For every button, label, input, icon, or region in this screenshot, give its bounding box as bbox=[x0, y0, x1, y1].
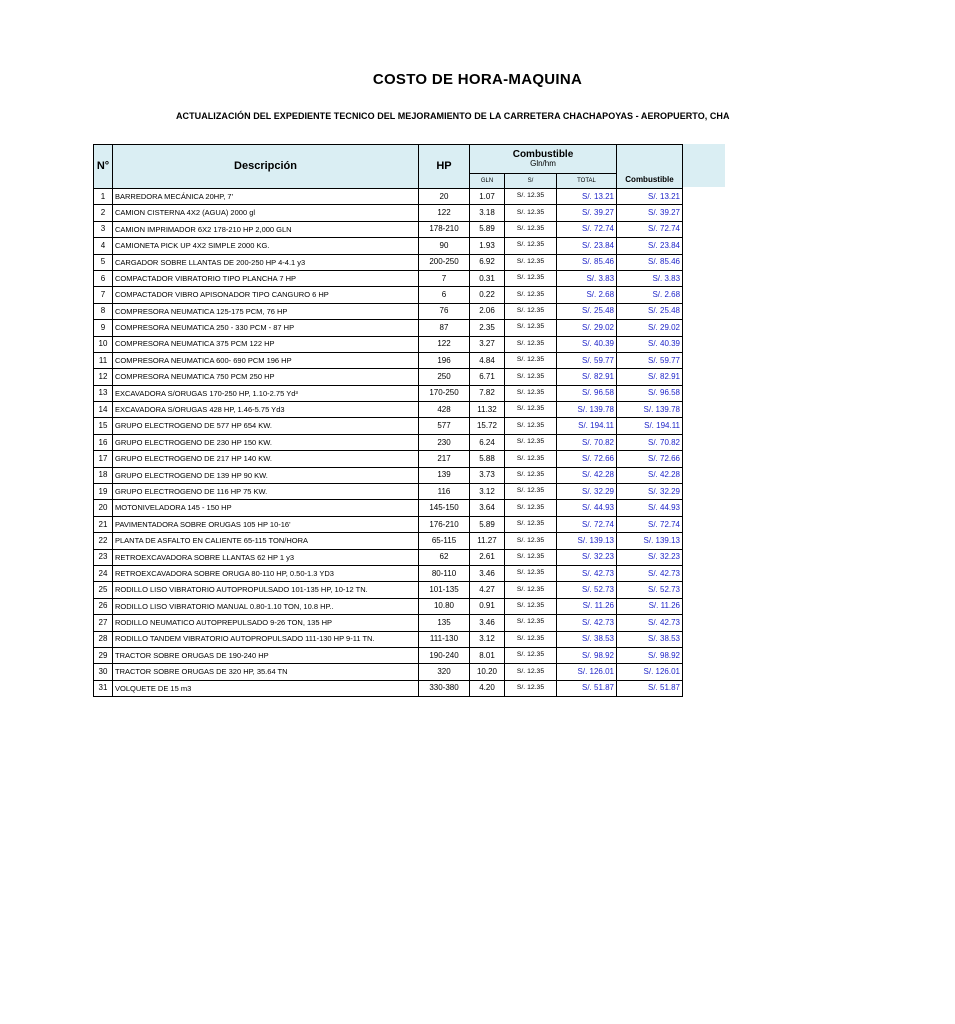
machine-cost-table bbox=[93, 144, 681, 727]
row-number: 4 bbox=[94, 238, 113, 254]
table-row bbox=[94, 467, 683, 483]
table-row bbox=[94, 352, 683, 368]
row-number: 3 bbox=[94, 221, 113, 237]
row-hp: 176-210 bbox=[419, 516, 470, 532]
row-description: COMPRESORA NEUMATICA 375 PCM 122 HP bbox=[113, 336, 419, 352]
row-hp: 217 bbox=[419, 451, 470, 467]
row-description: RETROEXCAVADORA SOBRE ORUGA 80-110 HP, 0.50-1.3 YD3 bbox=[113, 565, 419, 581]
row-description: GRUPO ELECTROGENO DE 139 HP 90 KW. bbox=[113, 467, 419, 483]
row-combustible: S/. 72.74 bbox=[617, 221, 683, 237]
row-gln: 4.27 bbox=[470, 582, 505, 598]
row-fuel-price: S/. 12.35 bbox=[505, 533, 557, 549]
row-combustible: S/. 42.73 bbox=[617, 615, 683, 631]
row-gln: 4.20 bbox=[470, 680, 505, 696]
row-combustible: S/. 98.92 bbox=[617, 647, 683, 663]
table-row bbox=[94, 270, 683, 286]
row-hp: 145-150 bbox=[419, 500, 470, 516]
row-total: S/. 42.28 bbox=[557, 467, 617, 483]
row-fuel-price: S/. 12.35 bbox=[505, 484, 557, 500]
row-total: S/. 13.21 bbox=[557, 189, 617, 205]
row-gln: 11.27 bbox=[470, 533, 505, 549]
row-description: CAMION CISTERNA 4X2 (AGUA) 2000 gl bbox=[113, 205, 419, 221]
row-total: S/. 72.74 bbox=[557, 221, 617, 237]
table-row bbox=[94, 615, 683, 631]
row-hp: 428 bbox=[419, 402, 470, 418]
row-combustible: S/. 39.27 bbox=[617, 205, 683, 221]
table-row bbox=[94, 385, 683, 401]
row-combustible: S/. 2.68 bbox=[617, 287, 683, 303]
row-gln: 3.12 bbox=[470, 631, 505, 647]
row-combustible: S/. 51.87 bbox=[617, 680, 683, 696]
row-description: COMPACTADOR VIBRATORIO TIPO PLANCHA 7 HP bbox=[113, 270, 419, 286]
header-s: S/ bbox=[505, 174, 557, 189]
row-fuel-price: S/. 12.35 bbox=[505, 631, 557, 647]
row-combustible: S/. 29.02 bbox=[617, 320, 683, 336]
row-number: 2 bbox=[94, 205, 113, 221]
table-row bbox=[94, 369, 683, 385]
row-gln: 5.89 bbox=[470, 221, 505, 237]
row-total: S/. 59.77 bbox=[557, 352, 617, 368]
row-combustible: S/. 194.11 bbox=[617, 418, 683, 434]
table-body bbox=[94, 189, 683, 697]
table-row bbox=[94, 631, 683, 647]
row-gln: 3.46 bbox=[470, 615, 505, 631]
row-combustible: S/. 52.73 bbox=[617, 582, 683, 598]
row-fuel-price: S/. 12.35 bbox=[505, 254, 557, 270]
row-hp: 62 bbox=[419, 549, 470, 565]
row-gln: 3.64 bbox=[470, 500, 505, 516]
table-row bbox=[94, 598, 683, 614]
table-row bbox=[94, 418, 683, 434]
row-combustible: S/. 11.26 bbox=[617, 598, 683, 614]
row-gln: 4.84 bbox=[470, 352, 505, 368]
row-gln: 10.20 bbox=[470, 664, 505, 680]
row-total: S/. 194.11 bbox=[557, 418, 617, 434]
row-fuel-price: S/. 12.35 bbox=[505, 369, 557, 385]
row-hp: 87 bbox=[419, 320, 470, 336]
row-number: 25 bbox=[94, 582, 113, 598]
row-combustible: S/. 82.91 bbox=[617, 369, 683, 385]
row-description: GRUPO ELECTROGENO DE 217 HP 140 KW. bbox=[113, 451, 419, 467]
row-hp: 250 bbox=[419, 369, 470, 385]
row-fuel-price: S/. 12.35 bbox=[505, 402, 557, 418]
row-total: S/. 42.73 bbox=[557, 565, 617, 581]
table-row bbox=[94, 221, 683, 237]
row-description: MOTONIVELADORA 145 - 150 HP bbox=[113, 500, 419, 516]
row-number: 14 bbox=[94, 402, 113, 418]
row-hp: 577 bbox=[419, 418, 470, 434]
row-combustible: S/. 3.83 bbox=[617, 270, 683, 286]
row-total: S/. 11.26 bbox=[557, 598, 617, 614]
row-total: S/. 29.02 bbox=[557, 320, 617, 336]
row-gln: 0.22 bbox=[470, 287, 505, 303]
row-description: CAMION IMPRIMADOR 6X2 178-210 HP 2,000 GLN bbox=[113, 221, 419, 237]
row-description: COMPRESORA NEUMATICA 600- 690 PCM 196 HP bbox=[113, 352, 419, 368]
row-number: 27 bbox=[94, 615, 113, 631]
row-number: 16 bbox=[94, 434, 113, 450]
table-row bbox=[94, 336, 683, 352]
row-number: 11 bbox=[94, 352, 113, 368]
row-gln: 1.93 bbox=[470, 238, 505, 254]
row-hp: 170-250 bbox=[419, 385, 470, 401]
table-row bbox=[94, 287, 683, 303]
row-fuel-price: S/. 12.35 bbox=[505, 516, 557, 532]
row-total: S/. 70.82 bbox=[557, 434, 617, 450]
row-hp: 20 bbox=[419, 189, 470, 205]
row-number: 23 bbox=[94, 549, 113, 565]
row-hp: 200-250 bbox=[419, 254, 470, 270]
row-description: EXCAVADORA S/ORUGAS 428 HP, 1.46-5.75 Yd3 bbox=[113, 402, 419, 418]
header-combustible-group bbox=[470, 145, 617, 174]
table-row bbox=[94, 189, 683, 205]
row-total: S/. 40.39 bbox=[557, 336, 617, 352]
row-number: 20 bbox=[94, 500, 113, 516]
row-number: 5 bbox=[94, 254, 113, 270]
row-combustible: S/. 96.58 bbox=[617, 385, 683, 401]
row-number: 17 bbox=[94, 451, 113, 467]
header-hp: HP bbox=[419, 145, 470, 189]
row-hp: 116 bbox=[419, 484, 470, 500]
row-total: S/. 72.74 bbox=[557, 516, 617, 532]
row-description: EXCAVADORA S/ORUGAS 170-250 HP, 1.10-2.75 Yd³ bbox=[113, 385, 419, 401]
row-total: S/. 85.46 bbox=[557, 254, 617, 270]
row-total: S/. 51.87 bbox=[557, 680, 617, 696]
header-total: TOTAL bbox=[557, 174, 617, 189]
row-description: RODILLO NEUMATICO AUTOPREPULSADO 9-26 TON, 135 HP bbox=[113, 615, 419, 631]
row-combustible: S/. 42.28 bbox=[617, 467, 683, 483]
row-fuel-price: S/. 12.35 bbox=[505, 647, 557, 663]
table-row bbox=[94, 320, 683, 336]
row-gln: 6.92 bbox=[470, 254, 505, 270]
row-description: RODILLO LISO VIBRATORIO AUTOPROPULSADO 101-135 HP, 10-12 TN. bbox=[113, 582, 419, 598]
row-gln: 5.88 bbox=[470, 451, 505, 467]
row-description: COMPRESORA NEUMATICA 750 PCM 250 HP bbox=[113, 369, 419, 385]
row-fuel-price: S/. 12.35 bbox=[505, 582, 557, 598]
row-hp: 196 bbox=[419, 352, 470, 368]
row-description: COMPRESORA NEUMATICA 125-175 PCM, 76 HP bbox=[113, 303, 419, 319]
row-combustible: S/. 40.39 bbox=[617, 336, 683, 352]
row-hp: 139 bbox=[419, 467, 470, 483]
row-hp: 330-380 bbox=[419, 680, 470, 696]
row-total: S/. 2.68 bbox=[557, 287, 617, 303]
table-row bbox=[94, 254, 683, 270]
row-total: S/. 42.73 bbox=[557, 615, 617, 631]
row-fuel-price: S/. 12.35 bbox=[505, 549, 557, 565]
page-title: COSTO DE HORA-MAQUINA bbox=[372, 71, 583, 88]
table-row bbox=[94, 451, 683, 467]
row-fuel-price: S/. 12.35 bbox=[505, 500, 557, 516]
row-fuel-price: S/. 12.35 bbox=[505, 418, 557, 434]
row-description: TRACTOR SOBRE ORUGAS DE 190-240 HP bbox=[113, 647, 419, 663]
row-total: S/. 52.73 bbox=[557, 582, 617, 598]
row-fuel-price: S/. 12.35 bbox=[505, 451, 557, 467]
table-row bbox=[94, 533, 683, 549]
row-description: PAVIMENTADORA SOBRE ORUGAS 105 HP 10-16' bbox=[113, 516, 419, 532]
row-number: 26 bbox=[94, 598, 113, 614]
row-fuel-price: S/. 12.35 bbox=[505, 615, 557, 631]
row-gln: 3.46 bbox=[470, 565, 505, 581]
row-combustible: S/. 72.66 bbox=[617, 451, 683, 467]
row-combustible: S/. 32.29 bbox=[617, 484, 683, 500]
row-total: S/. 32.29 bbox=[557, 484, 617, 500]
row-combustible: S/. 126.01 bbox=[617, 664, 683, 680]
row-combustible: S/. 32.23 bbox=[617, 549, 683, 565]
row-gln: 8.01 bbox=[470, 647, 505, 663]
row-total: S/. 3.83 bbox=[557, 270, 617, 286]
row-fuel-price: S/. 12.35 bbox=[505, 189, 557, 205]
row-hp: 178-210 bbox=[419, 221, 470, 237]
row-hp: 230 bbox=[419, 434, 470, 450]
table-header bbox=[94, 145, 683, 189]
row-gln: 15.72 bbox=[470, 418, 505, 434]
table-row bbox=[94, 647, 683, 663]
row-combustible: S/. 59.77 bbox=[617, 352, 683, 368]
row-fuel-price: S/. 12.35 bbox=[505, 598, 557, 614]
row-description: PLANTA DE ASFALTO EN CALIENTE 65-115 TON/HORA bbox=[113, 533, 419, 549]
row-fuel-price: S/. 12.35 bbox=[505, 287, 557, 303]
row-number: 24 bbox=[94, 565, 113, 581]
row-description: COMPRESORA NEUMATICA 250 - 330 PCM - 87 HP bbox=[113, 320, 419, 336]
row-hp: 80-110 bbox=[419, 565, 470, 581]
row-gln: 0.91 bbox=[470, 598, 505, 614]
row-total: S/. 139.78 bbox=[557, 402, 617, 418]
row-combustible: S/. 38.53 bbox=[617, 631, 683, 647]
row-hp: 135 bbox=[419, 615, 470, 631]
row-number: 7 bbox=[94, 287, 113, 303]
header-combustible-2: Combustible bbox=[625, 175, 674, 185]
row-number: 31 bbox=[94, 680, 113, 696]
header-unit: Gln/hm bbox=[530, 159, 556, 169]
row-hp: 90 bbox=[419, 238, 470, 254]
row-total: S/. 72.66 bbox=[557, 451, 617, 467]
row-total: S/. 25.48 bbox=[557, 303, 617, 319]
row-gln: 2.61 bbox=[470, 549, 505, 565]
row-gln: 1.07 bbox=[470, 189, 505, 205]
row-gln: 2.35 bbox=[470, 320, 505, 336]
row-combustible: S/. 13.21 bbox=[617, 189, 683, 205]
table-row bbox=[94, 549, 683, 565]
row-fuel-price: S/. 12.35 bbox=[505, 270, 557, 286]
row-combustible: S/. 44.93 bbox=[617, 500, 683, 516]
row-fuel-price: S/. 12.35 bbox=[505, 434, 557, 450]
header-combustible-2-cell bbox=[617, 145, 683, 189]
table-row bbox=[94, 303, 683, 319]
row-gln: 11.32 bbox=[470, 402, 505, 418]
row-combustible: S/. 139.78 bbox=[617, 402, 683, 418]
row-description: RODILLO TANDEM VIBRATORIO AUTOPROPULSADO 111-130 HP 9-11 TN. bbox=[113, 631, 419, 647]
row-number: 28 bbox=[94, 631, 113, 647]
row-hp: 65-115 bbox=[419, 533, 470, 549]
row-gln: 0.31 bbox=[470, 270, 505, 286]
row-description: CAMIONETA PICK UP 4X2 SIMPLE 2000 KG. bbox=[113, 238, 419, 254]
row-hp: 122 bbox=[419, 336, 470, 352]
row-total: S/. 82.91 bbox=[557, 369, 617, 385]
row-fuel-price: S/. 12.35 bbox=[505, 680, 557, 696]
row-total: S/. 32.23 bbox=[557, 549, 617, 565]
row-gln: 3.73 bbox=[470, 467, 505, 483]
row-number: 10 bbox=[94, 336, 113, 352]
page-subtitle: ACTUALIZACIÓN DEL EXPEDIENTE TECNICO DEL MEJORAMIENTO DE LA CARRETERA CHACHAPOYAS - AEROPUERTO, CHA bbox=[176, 111, 730, 121]
row-hp: 76 bbox=[419, 303, 470, 319]
row-number: 8 bbox=[94, 303, 113, 319]
table-row bbox=[94, 664, 683, 680]
row-total: S/. 38.53 bbox=[557, 631, 617, 647]
row-combustible: S/. 139.13 bbox=[617, 533, 683, 549]
table-row bbox=[94, 680, 683, 696]
row-fuel-price: S/. 12.35 bbox=[505, 664, 557, 680]
row-number: 29 bbox=[94, 647, 113, 663]
row-fuel-price: S/. 12.35 bbox=[505, 205, 557, 221]
row-hp: 190-240 bbox=[419, 647, 470, 663]
row-fuel-price: S/. 12.35 bbox=[505, 238, 557, 254]
row-hp: 111-130 bbox=[419, 631, 470, 647]
table-row bbox=[94, 434, 683, 450]
row-gln: 3.12 bbox=[470, 484, 505, 500]
row-combustible: S/. 70.82 bbox=[617, 434, 683, 450]
row-hp: 10.80 bbox=[419, 598, 470, 614]
row-gln: 2.06 bbox=[470, 303, 505, 319]
row-hp: 320 bbox=[419, 664, 470, 680]
row-description: RETROEXCAVADORA SOBRE LLANTAS 62 HP 1 y3 bbox=[113, 549, 419, 565]
row-total: S/. 39.27 bbox=[557, 205, 617, 221]
row-combustible: S/. 42.73 bbox=[617, 565, 683, 581]
row-combustible: S/. 85.46 bbox=[617, 254, 683, 270]
row-description: VOLQUETE DE 15 m3 bbox=[113, 680, 419, 696]
row-number: 18 bbox=[94, 467, 113, 483]
row-number: 15 bbox=[94, 418, 113, 434]
row-fuel-price: S/. 12.35 bbox=[505, 467, 557, 483]
row-hp: 101-135 bbox=[419, 582, 470, 598]
row-description: RODILLO LISO VIBRATORIO MANUAL 0.80-1.10 TON, 10.8 HP.. bbox=[113, 598, 419, 614]
row-gln: 7.82 bbox=[470, 385, 505, 401]
row-gln: 5.89 bbox=[470, 516, 505, 532]
row-hp: 7 bbox=[419, 270, 470, 286]
row-fuel-price: S/. 12.35 bbox=[505, 320, 557, 336]
row-fuel-price: S/. 12.35 bbox=[505, 336, 557, 352]
row-combustible: S/. 23.84 bbox=[617, 238, 683, 254]
row-number: 21 bbox=[94, 516, 113, 532]
row-total: S/. 44.93 bbox=[557, 500, 617, 516]
row-total: S/. 126.01 bbox=[557, 664, 617, 680]
row-gln: 3.18 bbox=[470, 205, 505, 221]
header-gln: GLN bbox=[470, 174, 505, 189]
table-row bbox=[94, 516, 683, 532]
row-description: CARGADOR SOBRE LLANTAS DE 200-250 HP 4-4.1 y3 bbox=[113, 254, 419, 270]
row-number: 6 bbox=[94, 270, 113, 286]
row-combustible: S/. 72.74 bbox=[617, 516, 683, 532]
header-n: N° bbox=[94, 145, 113, 189]
row-fuel-price: S/. 12.35 bbox=[505, 565, 557, 581]
row-gln: 3.27 bbox=[470, 336, 505, 352]
row-number: 13 bbox=[94, 385, 113, 401]
row-total: S/. 23.84 bbox=[557, 238, 617, 254]
row-fuel-price: S/. 12.35 bbox=[505, 385, 557, 401]
row-hp: 6 bbox=[419, 287, 470, 303]
table-row bbox=[94, 484, 683, 500]
table-row bbox=[94, 565, 683, 581]
table-row bbox=[94, 500, 683, 516]
row-combustible: S/. 25.48 bbox=[617, 303, 683, 319]
row-fuel-price: S/. 12.35 bbox=[505, 352, 557, 368]
row-total: S/. 96.58 bbox=[557, 385, 617, 401]
row-fuel-price: S/. 12.35 bbox=[505, 303, 557, 319]
row-fuel-price: S/. 12.35 bbox=[505, 221, 557, 237]
row-number: 19 bbox=[94, 484, 113, 500]
row-description: BARREDORA MECÁNICA 20HP, 7' bbox=[113, 189, 419, 205]
header-combustible: Combustible bbox=[512, 148, 574, 160]
row-description: TRACTOR SOBRE ORUGAS DE 320 HP, 35.64 TN bbox=[113, 664, 419, 680]
row-gln: 6.24 bbox=[470, 434, 505, 450]
row-total: S/. 139.13 bbox=[557, 533, 617, 549]
row-gln: 6.71 bbox=[470, 369, 505, 385]
row-description: GRUPO ELECTROGENO DE 116 HP 75 KW. bbox=[113, 484, 419, 500]
row-total: S/. 98.92 bbox=[557, 647, 617, 663]
header-descripcion: Descripción bbox=[113, 145, 419, 189]
table-row bbox=[94, 205, 683, 221]
row-description: GRUPO ELECTROGENO DE 230 HP 150 KW. bbox=[113, 434, 419, 450]
row-number: 12 bbox=[94, 369, 113, 385]
table-row bbox=[94, 238, 683, 254]
row-description: GRUPO ELECTROGENO DE 577 HP 654 KW. bbox=[113, 418, 419, 434]
row-number: 30 bbox=[94, 664, 113, 680]
table-row bbox=[94, 402, 683, 418]
row-number: 22 bbox=[94, 533, 113, 549]
row-number: 1 bbox=[94, 189, 113, 205]
row-number: 9 bbox=[94, 320, 113, 336]
row-description: COMPACTADOR VIBRO APISONADOR TIPO CANGURO 6 HP bbox=[113, 287, 419, 303]
row-hp: 122 bbox=[419, 205, 470, 221]
table-row bbox=[94, 582, 683, 598]
